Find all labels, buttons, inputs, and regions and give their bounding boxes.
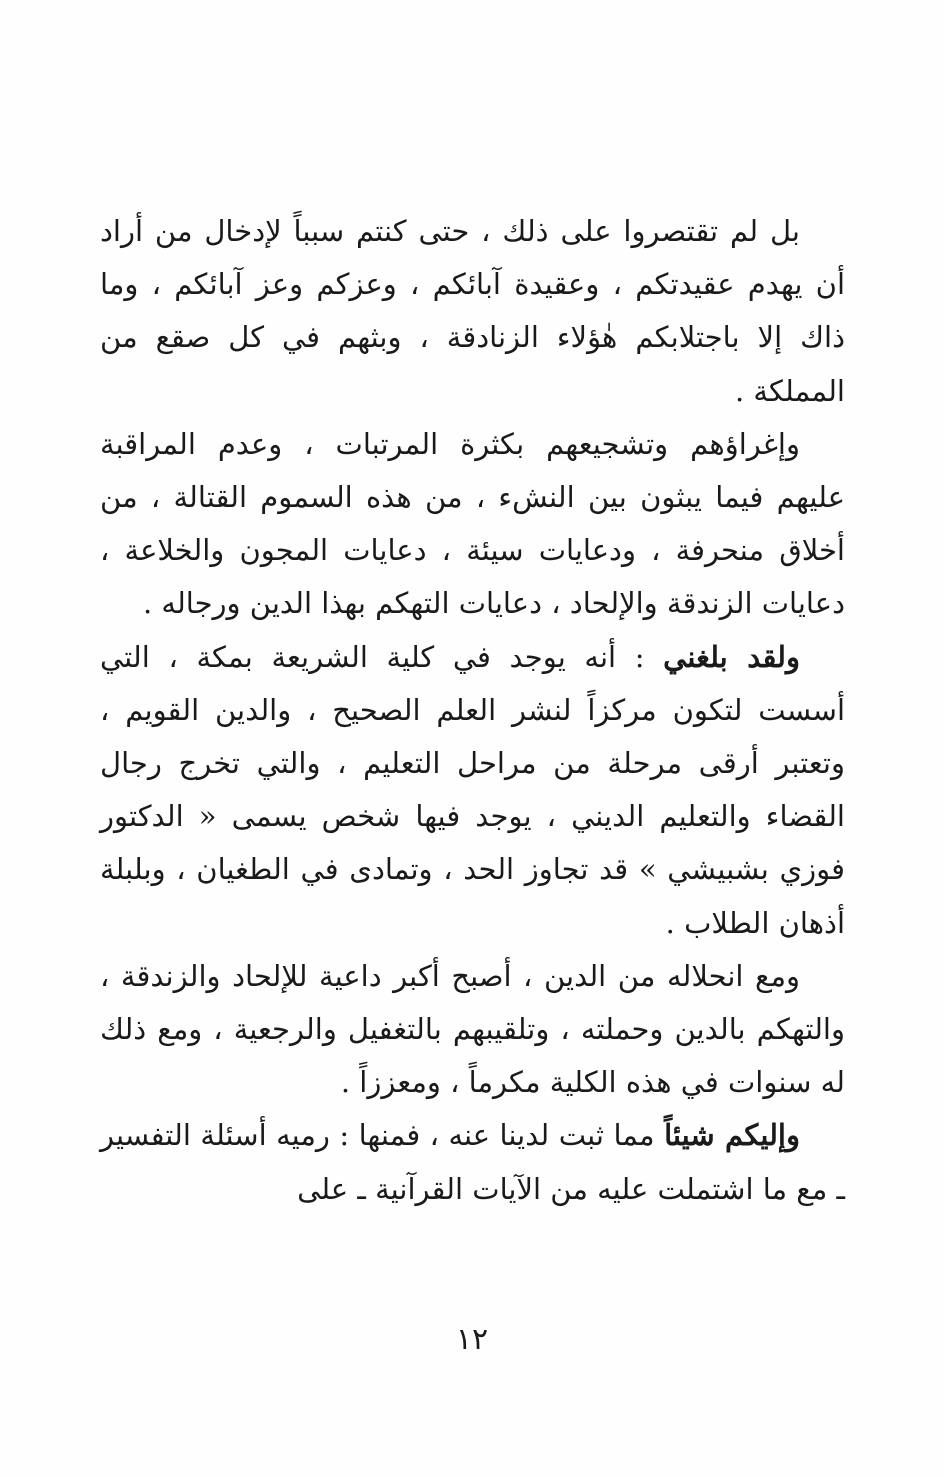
paragraph-3-lead: ولقد بلغني	[663, 639, 800, 674]
paragraph-4-text: ومع انحلاله من الدين ، أصبح أكبر داعية للإلحاد والزندقة ، والتهكم بالدين وحملته ، وتلقيبهم بالتغفيل والرجعية ، ومع ذلك له سنوات في هذه الكلية مكرماً ، ومعززاً .	[100, 958, 845, 1100]
paragraph-1-text: بل لم تقتصروا على ذلك ، حتى كنتم سبباً لإدخال من أراد أن يهدم عقيدتكم ، وعقيدة آبائكم ، وعزكم وعز آبائكم ، وما ذاك إلا باجتلابكم هٰؤلاء الزنادقة ، وبثهم في كل صقع من المملكة .	[100, 214, 845, 408]
paragraph-3-text: : أنه يوجد في كلية الشريعة بمكة ، التي أسست لتكون مركزاً لنشر العلم الصحيح ، والدين القويم ، وتعتبر أرقى مرحلة من مراحل التعليم ، والتي تخرج رجال القضاء والتعليم الديني ، يوجد فيها شخص يسمى « الدكتور فوزي بشبيشي » قد تجاوز الحد ، وتمادى في الطغيان ، وبلبلة أذهان الطلاب .	[100, 639, 845, 940]
body-text	[100, 205, 845, 1216]
paragraph-5-text: مما ثبت لدينا عنه ، فمنها : رميه أسئلة التفسير ـ مع ما اشتملت عليه من الآيات القرآنية ـ على	[100, 1118, 845, 1206]
paragraph-4	[100, 950, 845, 1110]
paragraph-1	[100, 205, 845, 418]
paragraph-3	[100, 631, 845, 950]
page-number: ١٢	[455, 1322, 489, 1357]
paragraph-2	[100, 418, 845, 631]
paragraph-5	[100, 1109, 845, 1215]
paragraph-2-text: وإغراؤهم وتشجيعهم بكثرة المرتبات ، وعدم المراقبة عليهم فيما يبثون بين النشء ، من هذه السموم القتالة ، من أخلاق منحرفة ، ودعايات سيئة ، دعايات المجون والخلاعة ، دعايات الزندقة والإلحاد ، دعايات التهكم بهذا الدين ورجاله .	[100, 426, 845, 621]
paragraph-5-lead: وإليكم شيئاً	[664, 1118, 800, 1153]
